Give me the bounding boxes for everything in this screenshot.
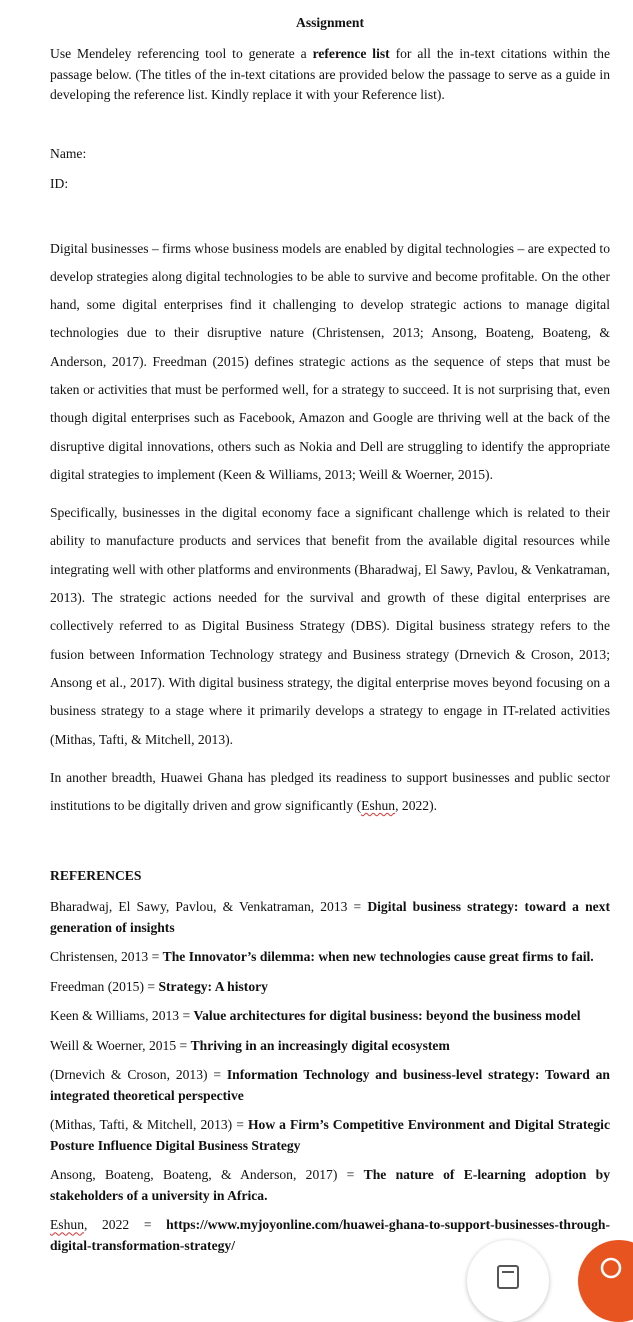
document-title: Assignment: [296, 15, 364, 30]
reference-title: Strategy: A history: [158, 978, 268, 994]
reference-title: Digital business strategy: toward a next generation of insights: [50, 899, 610, 935]
reference-item: [50, 1165, 610, 1206]
reference-item: [50, 947, 610, 968]
chat-icon: [596, 1254, 626, 1284]
reference-citation: Ansong, Boateng, Boateng, & Anderson, 2017) =: [50, 1167, 364, 1183]
reference-link[interactable]: https://www.myjoyonline.com/huawei-ghana-to-support-businesses-through-digital-transformation-strategy/: [50, 1217, 610, 1253]
intro-text-end: for all the in-text citations within the passage below. (The titles of the in-text citations are provided below the passage to serve as a guide in developing the reference list. Kindly replace it with your Reference list).: [50, 46, 611, 102]
reference-title: The nature of E-learning adoption by stakeholders of a university in Africa.: [50, 1167, 611, 1203]
reference-item: [50, 1065, 610, 1106]
reference-item: [50, 1006, 610, 1027]
passage-paragraph-3: [50, 764, 610, 821]
reference-title: The Innovator’s dilemma: when new technologies cause great firms to fail.: [162, 949, 594, 965]
spelling-flagged-word[interactable]: Eshun: [50, 1217, 84, 1233]
paragraph-3-text-end: , 2022).: [395, 798, 438, 814]
reference-citation: Keen & Williams, 2013 =: [50, 1008, 194, 1024]
reference-citation: , 2022 =: [83, 1217, 167, 1233]
reference-item: [50, 897, 610, 938]
passage-paragraph-2: Specifically, businesses in the digital economy face a significant challenge which is related to their ability to manufacture products and services that benefit from the available digital resources while integrating well with other platforms and environments (Bharadwaj, El Sawy, Pavlou, & Venkatraman, 2013). The strategic actions needed for the survival and growth of these digital enterprises are collectively referred to as Digital Business Strategy (DBS). Digital business strategy refers to the fusion between Information Technology strategy and Business strategy (Drnevich & Croson, 2013; Ansong et al., 2017). With digital business strategy, the digital enterprise moves beyond focusing on a business strategy to a stage where it primarily develops a strategy to engage in IT-related activities (Mithas, Tafti, & Mitchell, 2013).: [50, 505, 610, 747]
reference-title: Thriving in an increasingly digital ecosystem: [190, 1037, 450, 1053]
reference-citation: (Mithas, Tafti, & Mitchell, 2013) =: [50, 1117, 248, 1133]
intro-text-start: Use Mendeley referencing tool to generate a: [50, 46, 313, 61]
reference-item: [50, 1036, 610, 1057]
reference-citation: Bharadwaj, El Sawy, Pavlou, & Venkatraman, 2013 =: [50, 899, 368, 915]
intro-emphasis: reference list: [312, 46, 390, 61]
reference-citation: (Drnevich & Croson, 2013) =: [50, 1067, 227, 1083]
reference-citation: Christensen, 2013 =: [50, 949, 163, 965]
spelling-flagged-word[interactable]: Eshun: [361, 798, 396, 814]
references-heading: REFERENCES: [50, 868, 142, 884]
reference-citation: Freedman (2015) =: [50, 978, 159, 994]
reference-title: Information Technology and business-level strategy: Toward an integrated theoretical perspective: [50, 1067, 610, 1103]
passage-paragraph-1: Digital businesses – firms whose business models are enabled by digital technologies – are expected to develop strategies along digital technologies to be able to survive and become profitable. On the other hand, some digital enterprises find it challenging to develop strategic actions to manage digital technologies due to their disruptive nature (Christensen, 2013; Ansong, Boateng, Boateng, & Anderson, 2017). Freedman (2015) defines strategic actions as the sequence of steps that must be taken or activities that must be performed well, for a strategy to succeed. It is not surprising that, even though digital enterprises such as Facebook, Amazon and Google are thriving well at the back of the disruptive digital innovations, others such as Nokia and Dell are struggling to identify the appropriate digital strategies to implement (Keen & Williams, 2013; Weill & Woerner, 2015).: [50, 240, 610, 482]
reference-title: How a Firm’s Competitive Environment and Digital Strategic Posture Influence Digital Business Strategy: [50, 1117, 610, 1153]
document-page: [50, 0, 610, 1256]
name-label: Name:: [50, 145, 87, 161]
reference-title: Value architectures for digital business: beyond the business model: [193, 1008, 581, 1024]
paragraph-3-text-start: In another breadth, Huawei Ghana has pledged its readiness to support businesses and public sector institutions to be digitally driven and grow significantly (: [50, 769, 610, 814]
edit-note-icon: [495, 1264, 521, 1290]
reference-item: [50, 977, 610, 998]
reference-citation: Weill & Woerner, 2015 =: [50, 1037, 191, 1053]
assignment-instructions: [50, 44, 610, 106]
edit-floating-button[interactable]: [467, 1240, 549, 1322]
reference-item: [50, 1115, 610, 1156]
id-label: ID:: [50, 175, 69, 191]
passage-body: [50, 235, 610, 821]
reference-list: [50, 897, 610, 1256]
